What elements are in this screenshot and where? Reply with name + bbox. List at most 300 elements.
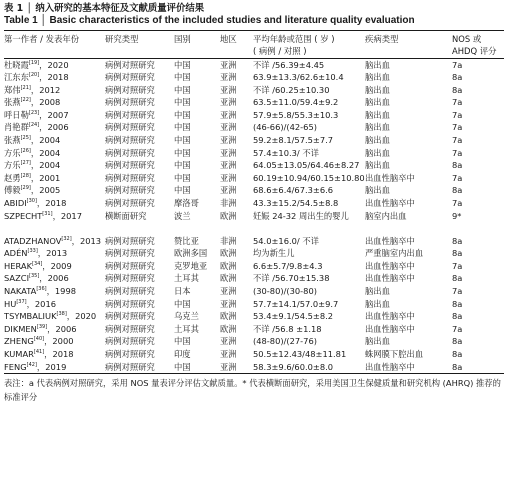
cell-age: (46-66)/(42-65): [253, 122, 317, 133]
cell-country: 乌克兰: [174, 311, 199, 322]
table-row: [4, 109, 504, 122]
author-name: 呼日勒: [4, 109, 29, 120]
cell-country: 波兰: [174, 210, 191, 221]
cell-country: 中国: [174, 336, 191, 347]
cell-author-year: [4, 235, 105, 248]
cell-country: 中国: [174, 147, 191, 158]
header-age: 平均年龄或范围 ( 岁 ) ( 病例 / 对照 ): [253, 34, 335, 56]
separator: ，: [47, 323, 56, 334]
reference-number: [37]: [16, 298, 27, 305]
year: 2006: [47, 122, 69, 133]
cell-disease: 脑出血: [365, 97, 390, 108]
cell-author-year: [4, 210, 105, 235]
separator: ，: [66, 311, 76, 322]
cell-region: 亚洲: [220, 298, 237, 309]
table-row: [4, 310, 504, 323]
author-name: 张燕: [4, 135, 21, 146]
cell-country: 中国: [174, 122, 191, 133]
reference-number: [21]: [20, 84, 31, 91]
cell-score: 7a: [452, 198, 463, 209]
cell-age: 57.4±10.3/ 不详: [253, 147, 319, 158]
cell-region: 欧洲: [220, 273, 237, 284]
reference-number: [30]: [26, 198, 37, 205]
table-body: [4, 58, 504, 373]
cell-study-type: 病例对照研究: [105, 311, 155, 322]
cell-study-type: 病例对照研究: [105, 286, 155, 296]
separator: ，: [71, 235, 80, 246]
cell-age: 妊娠 24-32 周出生的婴儿: [253, 210, 349, 221]
year: 2018: [45, 198, 67, 209]
separator: ，: [39, 72, 48, 83]
cell-region: 亚洲: [220, 122, 237, 133]
year: 2019: [45, 361, 67, 372]
cell-country: 中国: [174, 59, 191, 70]
reference-number: [31]: [42, 210, 53, 217]
cell-study-type: 病例对照研究: [105, 109, 155, 120]
cell-country: 中国: [174, 135, 191, 146]
table-row: [4, 298, 504, 311]
cell-author-year: [4, 323, 105, 336]
author-name: 肖艳群: [4, 122, 29, 133]
cell-country: 中国: [174, 172, 191, 183]
reference-number: [38]: [56, 311, 67, 318]
reference-number: [39]: [36, 323, 48, 330]
cell-age: 54.0±16.0/ 不详: [253, 235, 319, 246]
year: 2000: [52, 336, 74, 347]
year: 2004: [39, 160, 61, 171]
table-row: [4, 335, 504, 348]
cell-study-type: 病例对照研究: [105, 323, 155, 334]
cell-region: 亚洲: [220, 109, 237, 120]
cell-score: 7a: [452, 109, 463, 120]
separator: ，: [39, 273, 48, 284]
author-name: ZHENG: [4, 336, 34, 347]
cell-study-type: 横断面研究: [105, 210, 147, 221]
author-name: SAZCI: [4, 273, 30, 284]
cell-age: 不详 /60.25±10.30: [253, 84, 330, 95]
author-name: 赵勇: [4, 172, 21, 183]
cell-disease: 脑出血: [365, 122, 390, 133]
cell-country: 克罗地亚: [174, 260, 208, 271]
year: 2004: [39, 147, 61, 158]
cell-region: 非洲: [220, 198, 237, 209]
header-disease: 疾病类型: [365, 34, 399, 44]
cell-study-type: 病例对照研究: [105, 348, 155, 359]
cell-score: 7a: [452, 323, 463, 334]
cell-disease: 出血性脑卒中: [365, 260, 415, 271]
cell-author-year: [4, 159, 105, 172]
author-name: HERAK: [4, 260, 33, 271]
cell-region: 亚洲: [220, 84, 237, 95]
cell-disease: 脑出血: [365, 109, 390, 120]
table-caption-en: Table 1 │ Basic characteristics of the included studies and literature quality evaluation: [4, 15, 415, 26]
reference-number: [24]: [28, 122, 40, 129]
cell-author-year: [4, 109, 105, 122]
cell-country: 土耳其: [174, 323, 199, 334]
cell-study-type: 病例对照研究: [105, 298, 155, 309]
cell-score: 9*: [452, 210, 462, 221]
cell-score: 8a: [452, 72, 463, 83]
cell-author-year: [4, 260, 105, 273]
cell-author-year: [4, 172, 105, 185]
author-name: 江东东: [4, 72, 29, 83]
author-name: FENG: [4, 361, 27, 372]
cell-score: 8a: [452, 160, 463, 171]
cell-disease: 出血性脑卒中: [365, 172, 415, 183]
cell-score: 8a: [452, 311, 463, 322]
cell-region: 非洲: [220, 235, 237, 246]
table-row: [4, 159, 504, 172]
cell-author-year: [4, 310, 105, 323]
header-score: NOS 或 AHDQ 评分: [452, 34, 497, 56]
author-name: 杜晓霞: [4, 59, 29, 70]
author-name: DIKMEN: [4, 323, 37, 334]
cell-age: 57.7±14.1/57.0±9.7: [253, 298, 339, 309]
reference-number: [22]: [20, 97, 31, 104]
year: 2012: [39, 84, 61, 95]
separator: ，: [26, 298, 35, 309]
reference-number: [23]: [28, 109, 40, 116]
cell-disease: 脑出血: [365, 135, 390, 146]
separator: ，: [30, 147, 40, 158]
cell-score: 7a: [452, 97, 463, 108]
cell-score: 7a: [452, 59, 463, 70]
cell-score: 8a: [452, 361, 463, 372]
cell-age: 58.3±9.6/60.0±8.0: [253, 361, 334, 372]
year: 2017: [60, 210, 82, 221]
cell-author-year: [4, 361, 105, 374]
cell-study-type: 病例对照研究: [105, 198, 155, 209]
cell-country: 中国: [174, 109, 191, 120]
cell-author-year: [4, 272, 105, 285]
cell-disease: 脑出血: [365, 84, 390, 95]
cell-region: 亚洲: [220, 147, 237, 158]
cell-study-type: 病例对照研究: [105, 84, 155, 95]
cell-study-type: 病例对照研究: [105, 122, 155, 133]
cell-author-year: [4, 71, 105, 84]
header-region: 地区: [220, 34, 237, 44]
cell-country: 中国: [174, 298, 191, 309]
table-row: [4, 323, 504, 336]
reference-number: [25]: [20, 135, 31, 142]
table-row: [4, 285, 504, 298]
table-row: [4, 172, 504, 185]
separator: ，: [39, 59, 48, 70]
cell-disease: 脑室内出血: [365, 210, 407, 221]
year: 2004: [39, 135, 61, 146]
cell-region: 亚洲: [220, 160, 237, 171]
cell-country: 欧洲多国: [174, 248, 208, 259]
separator: ，: [36, 198, 46, 209]
cell-age: 50.5±12.43/48±11.81: [253, 348, 347, 359]
cell-age: 6.6±5.7/9.8±4.3: [253, 260, 323, 271]
cell-region: 亚洲: [220, 172, 237, 183]
author-name: TSYMBALIUK: [4, 311, 57, 322]
cell-score: 8a: [452, 84, 463, 95]
cell-disease: 脑出血: [365, 147, 390, 158]
separator: ，: [36, 361, 46, 372]
separator: ，: [30, 185, 40, 196]
cell-disease: 出血性脑卒中: [365, 273, 415, 284]
cell-study-type: 病例对照研究: [105, 160, 155, 171]
year: 2016: [34, 298, 57, 309]
cell-country: 中国: [174, 84, 191, 95]
cell-score: 8a: [452, 248, 463, 259]
table-row: [4, 272, 504, 285]
cell-score: 7a: [452, 172, 463, 183]
cell-region: 亚洲: [220, 336, 237, 347]
separator: ，: [30, 160, 40, 171]
author-name: SZPECHT: [4, 210, 43, 221]
table-row: [4, 260, 504, 273]
cell-study-type: 病例对照研究: [105, 235, 155, 246]
cell-age: 57.9±5.8/55.3±10.3: [253, 109, 339, 120]
author-name: 方乐: [4, 160, 21, 171]
table-figure: [4, 3, 504, 404]
year: 2013: [46, 248, 68, 259]
header-country: 国别: [174, 34, 191, 44]
table-row: [4, 84, 504, 97]
cell-study-type: 病例对照研究: [105, 172, 155, 183]
table-row: [4, 121, 504, 134]
cell-author-year: [4, 298, 105, 311]
cell-study-type: 病例对照研究: [105, 59, 155, 70]
author-name: ATADZHANOV: [4, 235, 62, 246]
separator: ，: [30, 172, 40, 183]
cell-score: 8a: [452, 298, 463, 309]
cell-disease: 脑出血: [365, 72, 390, 83]
reference-number: [32]: [61, 235, 72, 242]
cell-study-type: 病例对照研究: [105, 273, 155, 284]
reference-number: [19]: [28, 59, 40, 66]
cell-study-type: 病例对照研究: [105, 260, 155, 271]
author-name: 郑伟: [4, 84, 21, 95]
table-row: [4, 235, 504, 248]
reference-number: [29]: [20, 185, 31, 192]
cell-disease: 蛛网膜下腔出血: [365, 348, 424, 359]
author-name: ABIDI: [4, 198, 27, 209]
cell-score: 8a: [452, 235, 463, 246]
cell-disease: 脑出血: [365, 160, 390, 171]
reference-number: [35]: [29, 273, 40, 280]
separator: ，: [44, 336, 53, 347]
cell-region: 欧洲: [220, 210, 237, 221]
separator: ，: [30, 97, 40, 108]
cell-study-type: 病例对照研究: [105, 336, 155, 347]
cell-region: 亚洲: [220, 348, 237, 359]
reference-number: [40]: [33, 336, 45, 343]
cell-region: 亚洲: [220, 59, 237, 70]
cell-age: 63.9±13.3/62.6±10.4: [253, 72, 344, 83]
cell-study-type: 病例对照研究: [105, 135, 155, 146]
author-name: KUMAR: [4, 348, 34, 359]
cell-score: 8a: [452, 348, 463, 359]
table-footnote: 表注：a 代表病例对照研究，采用 NOS 量表评分评估文献质量。* 代表横断面研究，采用美国卫生保健质量和研究机构 (AHRQ) 推荐的标准评分: [4, 378, 501, 403]
cell-study-type: 病例对照研究: [105, 147, 155, 158]
cell-region: 欧洲: [220, 323, 237, 334]
year: 2020: [47, 59, 69, 70]
cell-author-year: [4, 147, 105, 160]
separator: ，: [37, 248, 47, 259]
author-name: 张燕: [4, 97, 21, 108]
cell-author-year: [4, 134, 105, 147]
cell-author-year: [4, 121, 105, 134]
separator: ，: [39, 122, 48, 133]
cell-country: 中国: [174, 160, 191, 171]
cell-country: 中国: [174, 361, 191, 372]
cell-disease: 脑出血: [365, 286, 390, 296]
cell-region: 欧洲: [220, 260, 237, 271]
reference-number: [28]: [20, 172, 31, 179]
cell-region: 亚洲: [220, 135, 237, 146]
table-row: [4, 58, 504, 71]
cell-age: 60.19±10.94/60.15±10.80: [253, 172, 365, 183]
cell-region: 亚洲: [220, 286, 237, 296]
cell-region: 亚洲: [220, 97, 237, 108]
cell-author-year: [4, 58, 105, 71]
cell-author-year: [4, 96, 105, 109]
year: 2009: [50, 260, 72, 271]
cell-study-type: 病例对照研究: [105, 97, 155, 108]
cell-study-type: 病例对照研究: [105, 248, 155, 259]
cell-country: 日本: [174, 286, 191, 296]
reference-number: [42]: [26, 361, 37, 368]
table-row: [4, 96, 504, 109]
cell-score: 8a: [452, 273, 463, 284]
bottom-rule: [4, 373, 504, 374]
cell-country: 中国: [174, 72, 191, 83]
cell-age: (48-80)/(27-76): [253, 336, 317, 347]
table-row: [4, 147, 504, 160]
reference-number: [34]: [32, 260, 43, 267]
year: 2007: [47, 109, 69, 120]
author-name: 方乐: [4, 147, 21, 158]
cell-author-year: [4, 335, 105, 348]
cell-age: 43.3±15.2/54.5±8.8: [253, 198, 339, 209]
table-row: [4, 247, 504, 260]
separator: ，: [46, 286, 55, 296]
cell-score: 7a: [452, 260, 463, 271]
cell-author-year: [4, 184, 105, 197]
table-row: [4, 197, 504, 210]
year: 2006: [47, 273, 69, 284]
cell-score: 7a: [452, 122, 463, 133]
cell-country: 中国: [174, 185, 191, 196]
reference-number: [20]: [28, 72, 40, 79]
cell-disease: 脑出血: [365, 185, 390, 196]
year: 2020: [75, 311, 97, 322]
cell-country: 土耳其: [174, 273, 199, 284]
cell-author-year: [4, 197, 105, 210]
year: 2001: [39, 172, 61, 183]
cell-disease: 出血性脑卒中: [365, 198, 415, 209]
year: 2018: [47, 72, 69, 83]
reference-number: [33]: [27, 248, 38, 255]
year: 2018: [52, 348, 74, 359]
cell-country: 摩洛哥: [174, 198, 199, 209]
table-row: [4, 361, 504, 374]
cell-disease: 脑出血: [365, 298, 390, 309]
table-caption-cn: 表 1 │ 纳入研究的基本特征及文献质量评价结果: [4, 3, 205, 14]
year: 2005: [39, 185, 61, 196]
cell-region: 欧洲: [220, 248, 237, 259]
cell-age: 68.6±6.4/67.3±6.6: [253, 185, 334, 196]
cell-disease: 出血性脑卒中: [365, 235, 415, 246]
cell-author-year: [4, 348, 105, 361]
characteristics-table: [4, 31, 504, 373]
year: 2008: [39, 97, 61, 108]
cell-disease: 脑出血: [365, 336, 390, 347]
cell-score: 7a: [452, 147, 463, 158]
cell-disease: 出血性脑卒中: [365, 323, 415, 334]
cell-study-type: 病例对照研究: [105, 185, 155, 196]
table-row: [4, 210, 504, 235]
author-name: NAKATA: [4, 286, 37, 296]
reference-number: [36]: [36, 286, 47, 292]
cell-age: (30-80)/(30-80): [253, 286, 317, 296]
separator: ，: [30, 135, 40, 146]
cell-score: 7a: [452, 135, 463, 146]
cell-disease: 脑出血: [365, 59, 390, 70]
separator: ，: [30, 84, 40, 95]
table-row: [4, 184, 504, 197]
table-row: [4, 348, 504, 361]
cell-score: 7a: [452, 286, 463, 296]
author-name: 傅毅: [4, 185, 21, 196]
separator: ，: [39, 109, 48, 120]
reference-number: [26]: [20, 147, 31, 154]
year: 2006: [55, 323, 77, 334]
cell-country: 印度: [174, 348, 191, 359]
reference-number: [41]: [33, 348, 45, 355]
cell-score: 8a: [452, 336, 463, 347]
header-study-type: 研究类型: [105, 34, 139, 44]
separator: ，: [42, 260, 51, 271]
cell-age: 59.2±8.1/57.5±7.7: [253, 135, 334, 146]
cell-country: 中国: [174, 97, 191, 108]
cell-disease: 严重脑室内出血: [365, 248, 424, 259]
cell-age: 不详 /56.39±4.45: [253, 59, 325, 70]
cell-age: 均为新生儿: [253, 248, 295, 259]
year: 2013: [79, 235, 102, 246]
table-row: [4, 71, 504, 84]
cell-author-year: [4, 84, 105, 97]
cell-age: 53.4±9.1/54.5±8.2: [253, 311, 334, 322]
cell-region: 亚洲: [220, 185, 237, 196]
cell-age: 不详 /56.8 ±1.18: [253, 323, 322, 334]
cell-country: 赞比亚: [174, 235, 199, 246]
cell-region: 亚洲: [220, 72, 237, 83]
cell-age: 64.05±13.05/64.46±8.27: [253, 160, 360, 171]
cell-score: 8a: [452, 185, 463, 196]
cell-author-year: [4, 285, 105, 298]
cell-region: 欧洲: [220, 311, 237, 322]
table-row: [4, 134, 504, 147]
cell-region: 亚洲: [220, 361, 237, 372]
header-author-year: 第一作者 / 发表年份: [4, 34, 80, 44]
author-name: HU: [4, 298, 17, 309]
table-header: [4, 31, 504, 58]
author-name: ADÉN: [4, 248, 28, 259]
cell-age: 63.5±11.0/59.4±9.2: [253, 97, 339, 108]
cell-age: 不详 /56.70±15.38: [253, 273, 330, 284]
reference-number: [27]: [20, 160, 31, 167]
cell-disease: 出血性脑卒中: [365, 311, 415, 322]
year: 1998: [54, 286, 77, 296]
cell-study-type: 病例对照研究: [105, 361, 155, 372]
separator: ，: [52, 210, 61, 221]
cell-study-type: 病例对照研究: [105, 72, 155, 83]
